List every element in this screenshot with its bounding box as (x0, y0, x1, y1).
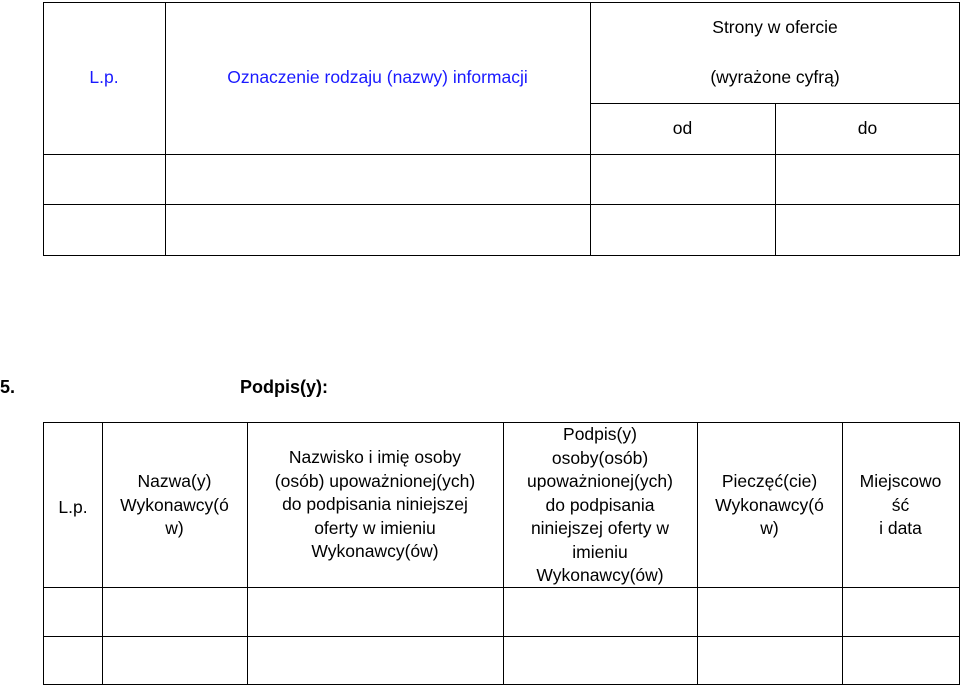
table1-bottom-border (43, 255, 960, 256)
section-number: 5. (0, 377, 16, 397)
header-line: w) (165, 518, 184, 538)
header-line: (osób) upoważnionej(ych) (274, 470, 476, 491)
header-line: do podpisania niniejszej (282, 494, 468, 514)
header-line: w) (760, 518, 779, 538)
header-line: Nazwa(y) (137, 471, 212, 491)
table2-header-lp (43, 496, 103, 520)
table2-header-place-date (842, 470, 959, 541)
header-line: upoważnionej(ych) (527, 471, 673, 491)
table2-header-authorized-person (247, 446, 503, 564)
header-line: Wykonawcy(ó (715, 494, 824, 515)
table1-header-to: do (857, 118, 878, 138)
table-row (44, 637, 959, 684)
header-line: i data (879, 518, 922, 538)
header-line: imieniu (572, 541, 628, 562)
table2-header-stamp (697, 470, 842, 541)
table2-header-contractor-name (102, 470, 247, 541)
table1-header-info-name: Oznaczenie rodzaju (nazwy) informacji (227, 67, 528, 87)
table-row (44, 205, 959, 255)
header-line: Podpis(y) (563, 424, 637, 444)
header-line: Wykonawcy(ó (120, 494, 229, 515)
table1-top-border (43, 2, 960, 3)
table1-header-from: od (672, 118, 693, 138)
header-line: Pieczęć(cie) (721, 471, 818, 491)
header-line: oferty w imieniu (314, 517, 436, 538)
header-line: Miejscowo (859, 471, 942, 491)
table1-header-lp: L.p. (89, 67, 119, 87)
header-line: Wykonawcy(ów) (311, 541, 439, 561)
header-line: Wykonawcy(ów) (536, 565, 664, 585)
header-line: osoby(osób) (551, 447, 649, 468)
table1-header-pages: Strony w ofercie (712, 17, 838, 37)
table2-header-signature (503, 423, 697, 588)
table-row (44, 155, 959, 204)
header-line: do podpisania (545, 494, 655, 515)
table2-top-border (43, 422, 960, 423)
header-line: Nazwisko i imię osoby (288, 447, 462, 467)
section-title: Podpis(y): (240, 377, 328, 397)
table1-header-pages-note: (wyrażone cyfrą) (710, 67, 840, 87)
table2-header-lp-text: L.p. (58, 497, 88, 517)
header-line: ść (891, 494, 910, 515)
table-row (44, 588, 959, 636)
header-line: niniejszej oferty w (530, 518, 670, 538)
